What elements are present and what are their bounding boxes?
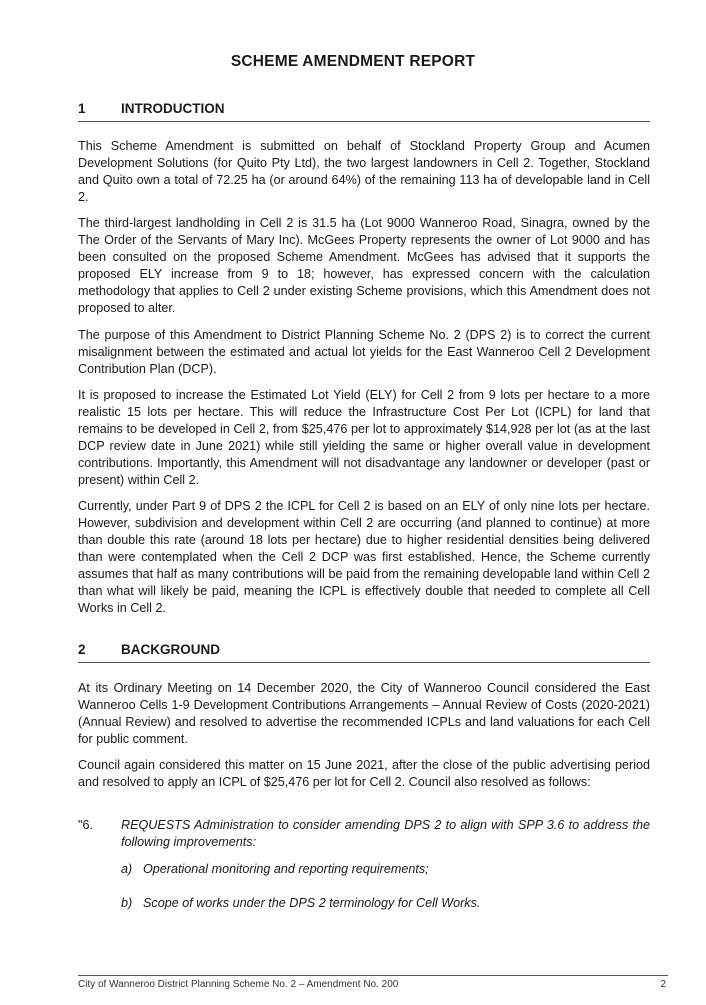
paragraph: This Scheme Amendment is submitted on behalf of Stockland Property Group and Acumen Development Solutions (for Quito Pty Ltd), the two largest landowners in Cell 2. Together, Stockland and Quito own a total of 72.25 ha (or around 64%) of the remaining 113 ha of developable land in Cell 2.: [78, 139, 650, 204]
paragraph: The purpose of this Amendment to District Planning Scheme No. 2 (DPS 2) is to correct the current misalignment between the estimated and actual lot yields for the East Wanneroo Cell 2 Development Contribution Plan (DCP).: [78, 328, 650, 376]
item-label: a): [121, 862, 133, 876]
item-text: Scope of works under the DPS 2 terminology for Cell Works.: [143, 896, 481, 910]
resolution-number: "6.: [78, 818, 93, 832]
council-resolution-quote: [78, 817, 650, 851]
item-label: b): [121, 896, 133, 910]
footer-divider: [78, 975, 668, 976]
page-title: SCHEME AMENDMENT REPORT: [230, 53, 476, 70]
page-number: 2: [660, 979, 666, 990]
paragraph: At its Ordinary Meeting on 14 December 2020, the City of Wanneroo Council considered the East Wanneroo Cells 1-9 Development Contributions Arrangements – Annual Review of Costs (2020-2021) (Annual Review) and resolved to advertise the recommended ICPLs and land valuations for each Cell for public comment.: [78, 681, 650, 746]
paragraph: It is proposed to increase the Estimated Lot Yield (ELY) for Cell 2 from 9 lots per hectare to a more realistic 15 lots per hectare. This will reduce the Infrastructure Cost Per Lot (ICPL) for land that remains to be developed in Cell 2, from $25,476 per lot to approximately $14,928 per lot (as at the last DCP review date in June 2021) while still yielding the same or higher overall value in development contributions. Importantly, this Amendment will not disadvantage any landowner or developer (past or present) within Cell 2.: [78, 388, 650, 487]
footer-text: City of Wanneroo District Planning Scheme No. 2 – Amendment No. 200: [78, 979, 399, 990]
resolution-text: REQUESTS Administration to consider amending DPS 2 to align with SPP 3.6 to address the following improvements:: [121, 818, 650, 849]
section-number: 1: [78, 101, 86, 116]
paragraph: The third-largest landholding in Cell 2 is 31.5 ha (Lot 9000 Wanneroo Road, Sinagra, owned by the The Order of the Servants of Mary Inc). McGees Property represents the owner of Lot 9000 and has been consulted on the proposed Scheme Amendment. McGees has advised that it supports the proposed ELY increase from 9 to 18; however, has expressed concern with the calculation methodology that applies to Cell 2 under existing Scheme provisions, which this Amendment does not proposed to alter.: [78, 216, 650, 315]
paragraph: Council again considered this matter on 15 June 2021, after the close of the public advertising period and resolved to apply an ICPL of $25,476 per lot for Cell 2. Council also resolved as follows:: [78, 758, 650, 789]
section-heading-introduction: [78, 101, 650, 122]
section-heading-background: [78, 642, 650, 663]
section-title: BACKGROUND: [121, 642, 220, 657]
resolution-item: [121, 895, 650, 912]
section-number: 2: [78, 642, 86, 657]
item-text: Operational monitoring and reporting requirements;: [143, 862, 429, 876]
paragraph: Currently, under Part 9 of DPS 2 the ICPL for Cell 2 is based on an ELY of only nine lots per hectare. However, subdivision and development within Cell 2 are occurring (and planned to continue) at more than double this rate (around 18 lots per hectare) due to higher residential densities being delivered than were contemplated when the Cell 2 DCP was first established. Hence, the Scheme currently assumes that half as many contributions will be paid from the remaining developable land within Cell 2 than what will likely be paid, meaning the ICPL is effectively double that needed to complete all Cell Works in Cell 2.: [78, 499, 650, 615]
resolution-item: [121, 861, 650, 878]
section-title: INTRODUCTION: [121, 101, 225, 116]
